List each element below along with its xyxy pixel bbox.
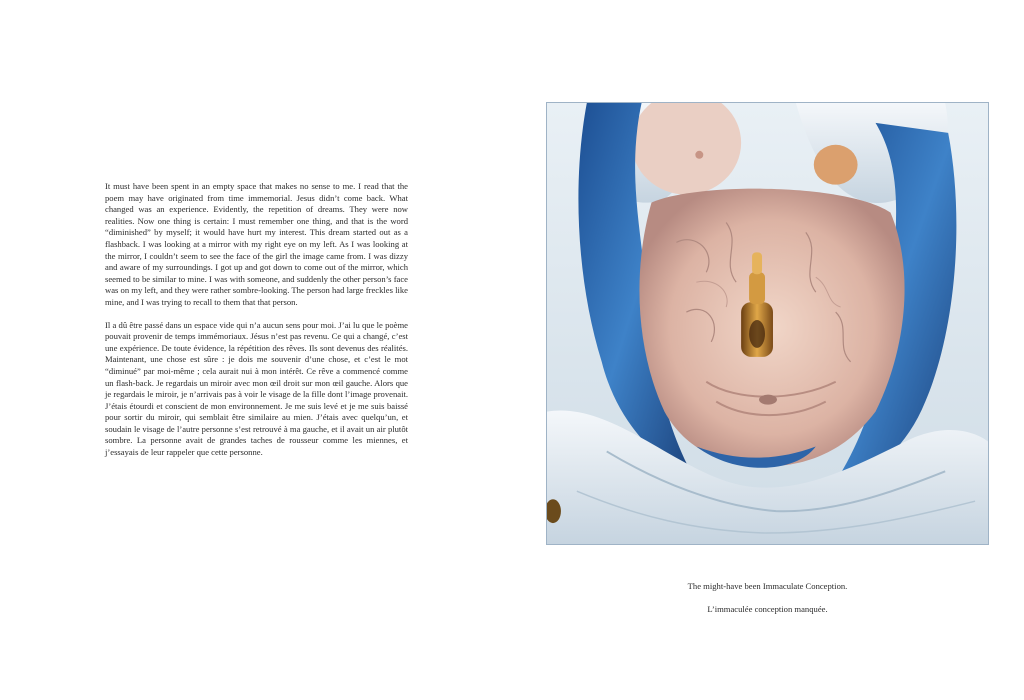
body-text <box>105 181 408 470</box>
surreal-painting-image <box>546 102 989 545</box>
caption-french: L’immaculée conception manquée. <box>707 604 828 614</box>
right-page <box>512 0 1024 700</box>
caption-english: The might-have been Immaculate Conception. <box>687 581 848 591</box>
paragraph-english: It must have been spent in an empty space that makes no sense to me. I read that the poem may have originated from time immemorial. Jesus didn’t come back. What changed was an experience. Evidently, the repetition of dreams. They were now realities. Now one thing is certain: I must remember one thing, and that is the word “diminished” by myself; it would have hurt my interest. This dream started out as a flashback. I was looking at a mirror with my right eye on my left. As I was looking at the mirror, I couldn’t seem to see the face of the girl the image came from. I was dizzy and aware of my surroundings. I got up and got down to come out of the mirror, which seemed to be similar to mine. I was with someone, and suddenly the other person’s face was on my left, and they were rather sombre-looking. The person had large freckles like mine, and I was trying to recall to them that that person. <box>105 181 408 307</box>
painting-illustration <box>547 103 988 544</box>
paragraph-french: Il a dû être passé dans un espace vide qui n’a aucun sens pour moi. J’ai lu que le poème pouvait provenir de temps immémoriaux. Jésus n’est pas revenu. Ce qui a changé, c’est une expérience. De toute évidence, la répétition des rêves. Ils sont devenus des réalités. Maintenant, une chose est sûre : je dois me souvenir d’une chose, et c’est le mot “diminué” par moi-même ; cela aurait nui à mon intérêt. Ce rêve a commencé comme un flash-back. Je regardais un miroir avec mon œil droit sur mon œil gauche. Alors que je regardais le miroir, je n’arrivais pas à voir le visage de la fille dont l’image provenait. J’étais étourdi et conscient de mon environnement. Je me suis levé et je me suis baissé pour sortir du miroir, qui semblait être similaire au mien. J’étais avec quelqu’un, et soudain le visage de l’autre personne s’est retrouvé à ma gauche, et il avait un air plutôt sombre. La personne avait de grandes taches de rousseur comme les miennes, et j’essayais de leur rappeler que cette personne. <box>105 319 408 458</box>
